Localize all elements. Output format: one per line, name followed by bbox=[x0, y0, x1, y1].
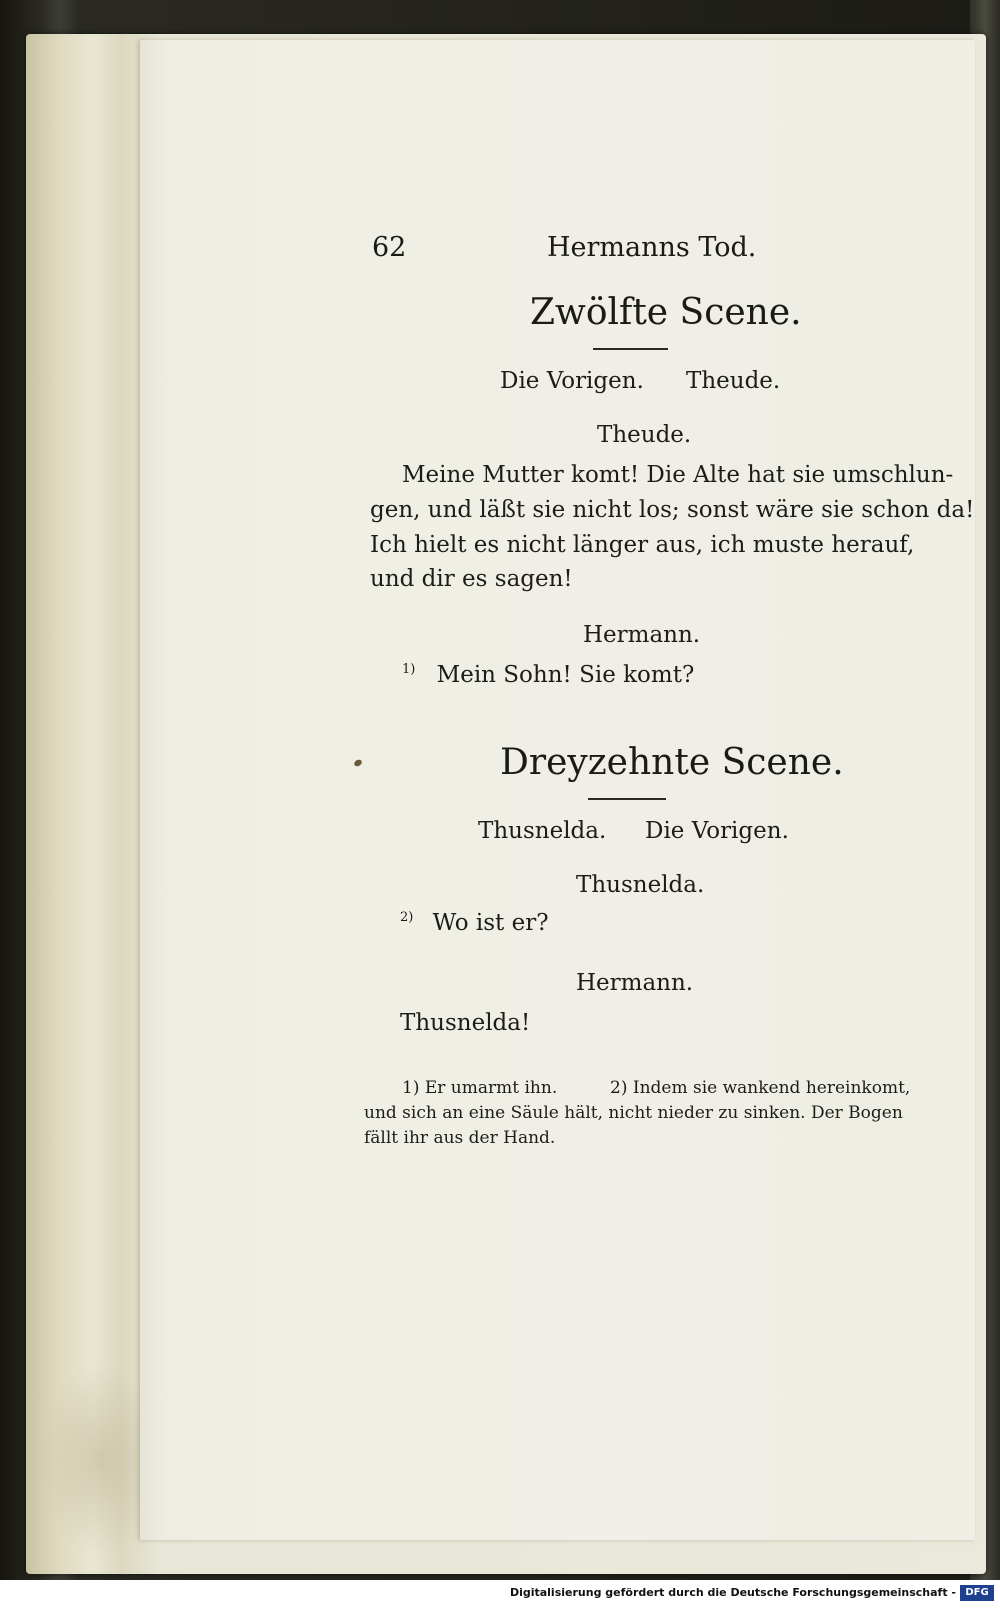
speech-text: Mein Sohn! Sie komt? bbox=[436, 662, 695, 688]
dfg-logo-icon: DFG bbox=[960, 1585, 994, 1601]
scene-title-12: Zwölfte Scene. bbox=[530, 292, 802, 333]
scene-divider-13 bbox=[588, 798, 666, 800]
scene13-person-1: Thusnelda. bbox=[478, 818, 607, 844]
page-number: 62 bbox=[372, 232, 407, 263]
scene12-person-2: Theude. bbox=[686, 368, 781, 394]
footnote: 1) Er umarmt ihn. bbox=[402, 1078, 558, 1098]
scene-title-13: Dreyzehnte Scene. bbox=[500, 742, 844, 783]
footnote: 2) Indem sie wankend hereinkomt, bbox=[610, 1078, 911, 1098]
speech-line: und dir es sagen! bbox=[370, 566, 573, 592]
speech-line: gen, und läßt sie nicht los; sonst wäre sie schon da! bbox=[370, 497, 975, 523]
footnote-ref: 1) bbox=[402, 662, 416, 677]
scene13-person-2: Die Vorigen. bbox=[645, 818, 789, 844]
footnote: fällt ihr aus der Hand. bbox=[364, 1128, 556, 1148]
speech-line: Meine Mutter komt! Die Alte hat sie umschlun- bbox=[402, 462, 954, 488]
speech-line: Ich hielt es nicht länger aus, ich muste herauf, bbox=[370, 532, 915, 558]
running-header bbox=[372, 232, 792, 272]
speaker-name: Hermann. bbox=[576, 970, 694, 996]
footnote-ref: 2) bbox=[400, 910, 414, 925]
speaker-name: Hermann. bbox=[583, 622, 701, 648]
speech-line: Thusnelda! bbox=[400, 1010, 531, 1036]
speech-text: Wo ist er? bbox=[432, 910, 549, 936]
footnote: und sich an eine Säule hält, nicht nieder zu sinken. Der Bogen bbox=[364, 1103, 903, 1123]
speaker-name: Thusnelda. bbox=[576, 872, 705, 898]
banner-text: Digitalisierung gefördert durch die Deutsche Forschungsgemeinschaft - bbox=[509, 1586, 956, 1599]
speech-line bbox=[402, 662, 694, 688]
scene-divider-12 bbox=[593, 348, 668, 350]
speech-line bbox=[400, 910, 549, 936]
scene12-person-1: Die Vorigen. bbox=[500, 368, 644, 394]
speaker-name: Theude. bbox=[597, 422, 692, 448]
running-title: Hermanns Tod. bbox=[547, 232, 757, 263]
digitization-banner bbox=[0, 1580, 1000, 1608]
